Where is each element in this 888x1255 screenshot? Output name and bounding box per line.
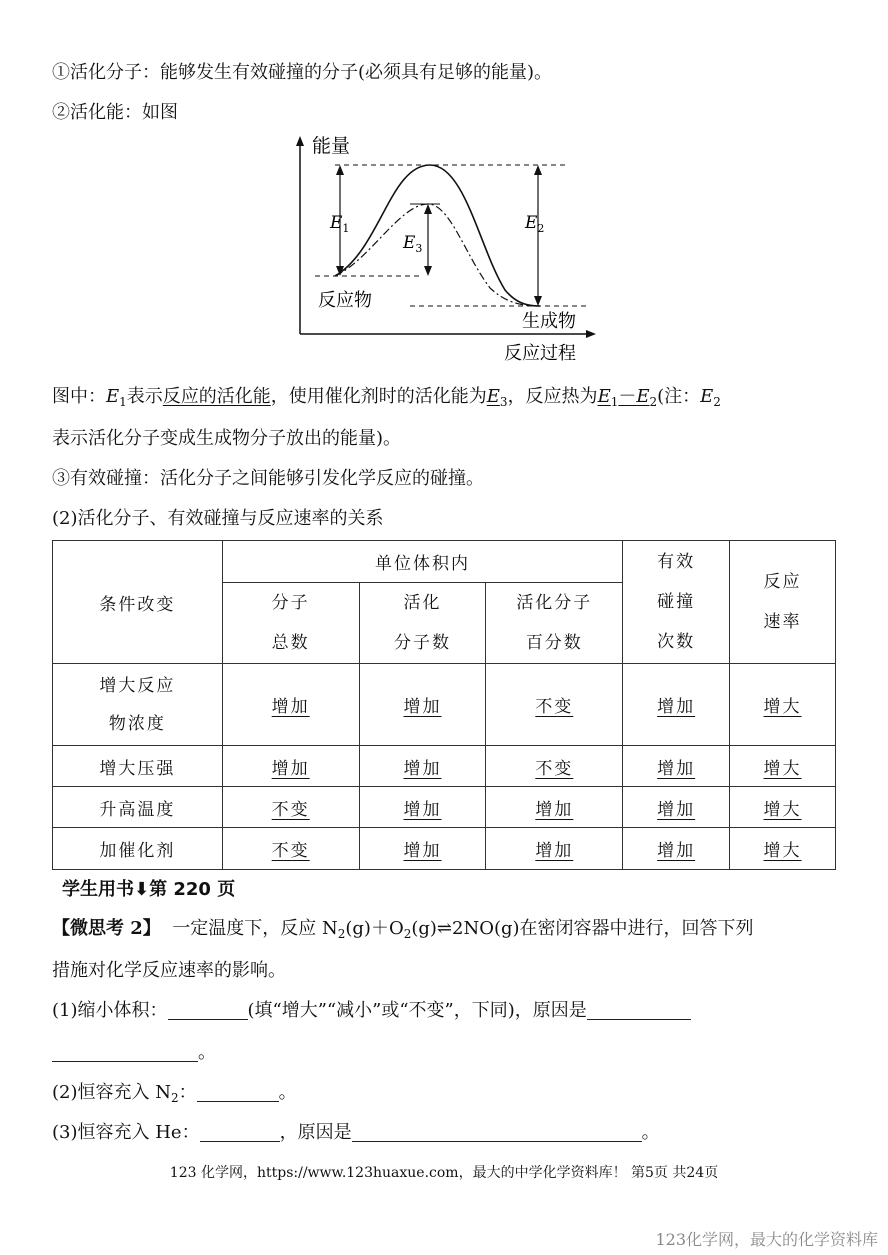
header-condition: 条件改变 xyxy=(53,541,223,664)
cell-percent: 增加 xyxy=(486,787,623,828)
question-1: (1)缩小体积： (填“增大”“减小”或“不变”，下同)，原因是 xyxy=(52,996,691,1022)
cell-total: 不变 xyxy=(222,787,359,828)
table-row xyxy=(53,746,836,787)
header-reaction-rate: 反应 速率 xyxy=(730,541,836,664)
e2-arrow-head-bottom xyxy=(534,296,542,306)
page-footer: 123 化学网，https://www.123huaxue.com，最大的中学化学资料库！ 第5页 共24页 xyxy=(169,1165,719,1181)
cell-effective: 增加 xyxy=(623,828,730,870)
cell-effective: 增加 xyxy=(623,787,730,828)
cell-total: 增加 xyxy=(222,664,359,746)
section-2-title: (2)活化分子、有效碰撞与反应速率的关系 xyxy=(52,508,384,529)
e3-label: $E_3$ xyxy=(403,233,423,255)
row-condition: 增大反应 物浓度 xyxy=(53,664,223,746)
watermark: 123化学网，最大的化学资料库 xyxy=(655,1230,878,1249)
cell-effective: 增加 xyxy=(623,746,730,787)
table-row xyxy=(53,664,836,746)
cell-total: 增加 xyxy=(222,746,359,787)
cell-percent: 不变 xyxy=(486,746,623,787)
cell-active: 增加 xyxy=(359,664,486,746)
diagram-explanation-note: 表示活化分子变成生成物分子放出的能量)。 xyxy=(52,428,402,449)
think-question-cont: 措施对化学反应速率的影响。 xyxy=(52,960,286,981)
cell-effective: 增加 xyxy=(623,664,730,746)
answer-blank[interactable] xyxy=(197,1083,279,1102)
row-condition: 加催化剂 xyxy=(53,828,223,870)
cell-percent: 增加 xyxy=(486,828,623,870)
y-axis-arrow xyxy=(296,136,304,146)
x-axis-label: 反应过程 xyxy=(504,343,576,364)
cell-rate: 增大 xyxy=(730,664,836,746)
cell-rate: 增大 xyxy=(730,746,836,787)
product-label: 生成物 xyxy=(522,311,576,332)
row-condition: 升高温度 xyxy=(53,787,223,828)
reactant-label: 反应物 xyxy=(318,290,372,311)
answer-catalyst-energy: $E_3$ xyxy=(486,386,508,409)
e2-arrow-head-top xyxy=(534,165,542,175)
e1-arrow-head-top xyxy=(336,165,344,175)
cell-total: 不变 xyxy=(222,828,359,870)
question-3: (3)恒容充入 He： ，原因是 。 xyxy=(52,1122,660,1143)
answer-activation-energy: 反应的活化能 xyxy=(162,386,271,407)
question-1-cont: 。 xyxy=(52,1038,216,1064)
think-question: 【微思考 2】 一定温度下，反应 $N_2(g)+O_2(g)\rightleftharpoons 2NO(g)$在密闭容器中进行，回答下列 xyxy=(52,918,754,941)
e2-label: $E_2$ xyxy=(525,213,545,235)
x-axis-arrow xyxy=(586,330,596,338)
e3-arrow-head-bottom xyxy=(424,266,432,276)
answer-blank[interactable] xyxy=(352,1123,642,1142)
answer-blank[interactable] xyxy=(200,1123,280,1142)
down-arrow-icon: ⬇ xyxy=(134,879,150,900)
diagram-explanation: 图中：$E_1$表示反应的活化能，使用催化剂时的活化能为$E_3$，反应热为$E_1-E_2$(注：$E_2$ xyxy=(52,386,721,409)
answer-reaction-heat: $E_1-E_2$ xyxy=(597,386,658,409)
question-2: (2)恒容充入 $N_2$： 。 xyxy=(52,1082,297,1105)
uncatalyzed-curve xyxy=(335,165,540,306)
table-row xyxy=(53,828,836,870)
cell-rate: 增大 xyxy=(730,828,836,870)
header-effective-collisions: 有效 碰撞 次数 xyxy=(623,541,730,664)
e3-arrow-head-top xyxy=(424,204,432,214)
header-total-molecules: 分子 总数 xyxy=(222,583,359,664)
effective-collision-definition: ③有效碰撞：活化分子之间能够引发化学反应的碰撞。 xyxy=(52,468,484,489)
cell-percent: 不变 xyxy=(486,664,623,746)
think-tag: 【微思考 2】 xyxy=(52,918,161,939)
relationship-table xyxy=(52,540,836,870)
answer-blank[interactable] xyxy=(52,1043,198,1062)
y-axis-label: 能量 xyxy=(312,135,351,157)
e1-label: $E_1$ xyxy=(330,213,350,235)
activation-energy-heading: ②活化能：如图 xyxy=(52,102,178,123)
answer-blank[interactable] xyxy=(587,1001,691,1020)
header-activated-percent: 活化分子 百分数 xyxy=(486,583,623,664)
energy-diagram xyxy=(290,130,610,365)
cell-rate: 增大 xyxy=(730,787,836,828)
cell-active: 增加 xyxy=(359,828,486,870)
row-condition: 增大压强 xyxy=(53,746,223,787)
book-page-reference: 学生用书⬇第 220 页 xyxy=(62,879,236,900)
cell-active: 增加 xyxy=(359,746,486,787)
cell-active: 增加 xyxy=(359,787,486,828)
header-unit-volume: 单位体积内 xyxy=(222,541,622,583)
table-row xyxy=(53,787,836,828)
activated-molecule-definition: ①活化分子：能够发生有效碰撞的分子(必须具有足够的能量)。 xyxy=(52,62,553,83)
answer-blank[interactable] xyxy=(168,1001,248,1020)
header-activated-molecules: 活化 分子数 xyxy=(359,583,486,664)
